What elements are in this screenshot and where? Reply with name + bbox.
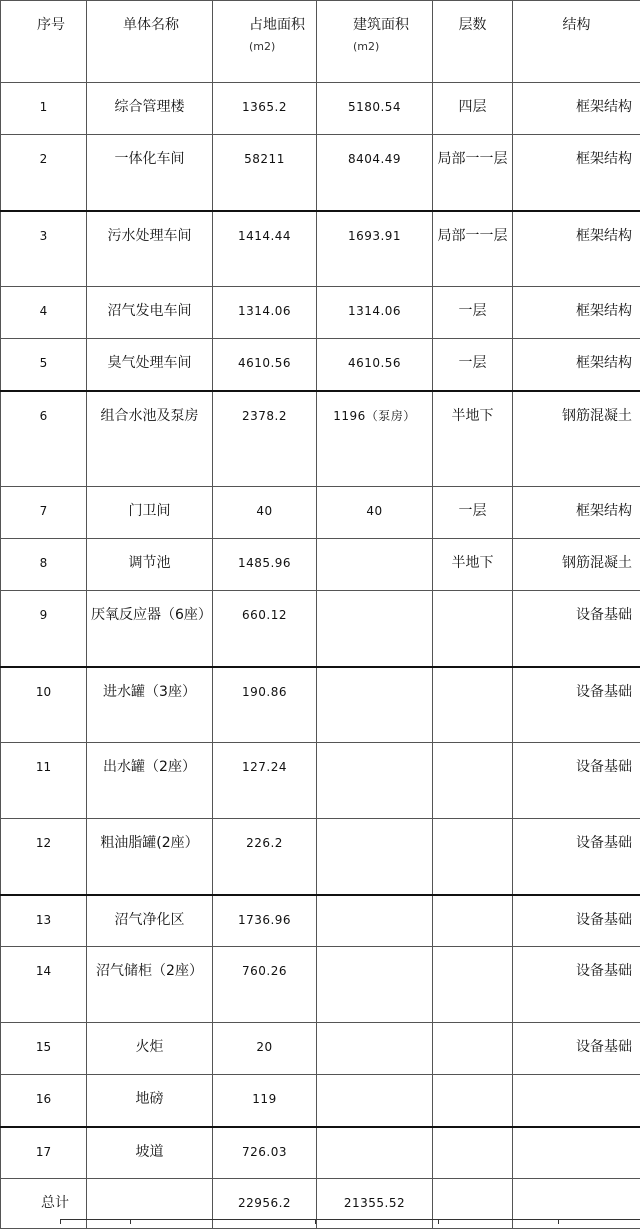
next-table-tick <box>558 1219 559 1224</box>
total-row <box>1 1179 640 1229</box>
row-name: 厌氧反应器（6座） <box>87 591 213 667</box>
row-floors <box>433 1127 513 1179</box>
row-structure: 设备基础 <box>513 895 640 947</box>
row-structure: 设备基础 <box>513 667 640 743</box>
row-footprint: 190.86 <box>213 667 317 743</box>
table-row <box>1 743 640 819</box>
row-building: 1693.91 <box>317 211 433 287</box>
row-building: 1196（泵房） <box>317 391 433 487</box>
row-floors: 半地下 <box>433 391 513 487</box>
row-structure: 框架结构 <box>513 487 640 539</box>
next-table-tick <box>315 1219 316 1224</box>
row-footprint: 119 <box>213 1075 317 1127</box>
row-number: 9 <box>1 591 87 667</box>
table-row <box>1 1023 640 1075</box>
row-floors <box>433 743 513 819</box>
row-building <box>317 947 433 1023</box>
row-footprint: 4610.56 <box>213 339 317 391</box>
row-footprint: 1365.2 <box>213 83 317 135</box>
table-row <box>1 819 640 895</box>
row-floors <box>433 1075 513 1127</box>
row-footprint: 1485.96 <box>213 539 317 591</box>
row-number: 11 <box>1 743 87 819</box>
row-footprint: 2378.2 <box>213 391 317 487</box>
row-number: 17 <box>1 1127 87 1179</box>
row-structure: 框架结构 <box>513 135 640 211</box>
row-number: 3 <box>1 211 87 287</box>
table-row <box>1 947 640 1023</box>
row-name: 地磅 <box>87 1075 213 1127</box>
row-number: 4 <box>1 287 87 339</box>
row-number: 2 <box>1 135 87 211</box>
row-number: 6 <box>1 391 87 487</box>
row-number: 1 <box>1 83 87 135</box>
header-building-label: 建筑面积 <box>353 17 409 33</box>
row-name: 综合管理楼 <box>87 83 213 135</box>
total-name-blank <box>87 1179 213 1229</box>
next-table-tick <box>130 1219 131 1224</box>
row-footprint: 20 <box>213 1023 317 1075</box>
row-footprint: 660.12 <box>213 591 317 667</box>
row-building: 1314.06 <box>317 287 433 339</box>
row-structure: 钢筋混凝土 <box>513 391 640 487</box>
row-building: 40 <box>317 487 433 539</box>
row-footprint: 726.03 <box>213 1127 317 1179</box>
row-building: 8404.49 <box>317 135 433 211</box>
row-building <box>317 895 433 947</box>
row-footprint: 760.26 <box>213 947 317 1023</box>
row-name: 粗油脂罐(2座） <box>87 819 213 895</box>
total-label: 总计 <box>1 1179 87 1229</box>
row-building <box>317 667 433 743</box>
row-name: 组合水池及泵房 <box>87 391 213 487</box>
header-footprint-label: 占地面积 <box>249 17 305 33</box>
row-floors <box>433 591 513 667</box>
row-floors: 半地下 <box>433 539 513 591</box>
row-name: 进水罐（3座） <box>87 667 213 743</box>
row-name: 出水罐（2座） <box>87 743 213 819</box>
row-building <box>317 539 433 591</box>
row-structure: 设备基础 <box>513 1023 640 1075</box>
row-floors: 局部一一层 <box>433 211 513 287</box>
total-footprint: 22956.2 <box>213 1179 317 1229</box>
row-floors <box>433 1023 513 1075</box>
row-structure: 钢筋混凝土 <box>513 539 640 591</box>
row-floors: 一层 <box>433 487 513 539</box>
row-building <box>317 1023 433 1075</box>
header-building-unit: (m2) <box>353 37 432 57</box>
table-row <box>1 339 640 391</box>
row-name: 一体化车间 <box>87 135 213 211</box>
row-building <box>317 1075 433 1127</box>
row-number: 7 <box>1 487 87 539</box>
row-number: 13 <box>1 895 87 947</box>
row-structure <box>513 1127 640 1179</box>
row-footprint: 226.2 <box>213 819 317 895</box>
header-footprint <box>213 1 317 83</box>
row-name: 调节池 <box>87 539 213 591</box>
header-structure: 结构 <box>513 1 640 83</box>
table-row <box>1 539 640 591</box>
row-footprint: 40 <box>213 487 317 539</box>
row-name: 污水处理车间 <box>87 211 213 287</box>
row-floors <box>433 667 513 743</box>
table-row <box>1 487 640 539</box>
header-name: 单体名称 <box>87 1 213 83</box>
row-floors: 一层 <box>433 339 513 391</box>
row-floors <box>433 819 513 895</box>
row-number: 10 <box>1 667 87 743</box>
next-table-tick <box>438 1219 439 1224</box>
row-building <box>317 1127 433 1179</box>
row-structure <box>513 1075 640 1127</box>
total-structure-blank <box>513 1179 640 1229</box>
next-table-top-rule <box>60 1219 640 1220</box>
table-row <box>1 667 640 743</box>
row-building: 4610.56 <box>317 339 433 391</box>
row-name: 门卫间 <box>87 487 213 539</box>
row-building: 5180.54 <box>317 83 433 135</box>
header-building <box>317 1 433 83</box>
row-structure: 框架结构 <box>513 83 640 135</box>
table-row <box>1 211 640 287</box>
row-building <box>317 819 433 895</box>
row-footprint: 1414.44 <box>213 211 317 287</box>
row-structure: 设备基础 <box>513 591 640 667</box>
row-name: 臭气处理车间 <box>87 339 213 391</box>
row-footprint: 1736.96 <box>213 895 317 947</box>
table-header-row <box>1 1 640 83</box>
row-structure: 设备基础 <box>513 819 640 895</box>
next-table-tick <box>60 1219 61 1224</box>
row-structure: 设备基础 <box>513 743 640 819</box>
row-number: 8 <box>1 539 87 591</box>
table-row <box>1 895 640 947</box>
table-row <box>1 287 640 339</box>
header-footprint-unit: (m2) <box>249 37 316 57</box>
header-no: 序号 <box>1 1 87 83</box>
row-building <box>317 743 433 819</box>
row-name: 沼气发电车间 <box>87 287 213 339</box>
row-footprint: 58211 <box>213 135 317 211</box>
total-building: 21355.52 <box>317 1179 433 1229</box>
header-floors: 层数 <box>433 1 513 83</box>
row-number: 15 <box>1 1023 87 1075</box>
row-name: 火炬 <box>87 1023 213 1075</box>
total-floors-blank <box>433 1179 513 1229</box>
row-name: 沼气净化区 <box>87 895 213 947</box>
row-building <box>317 591 433 667</box>
row-structure: 框架结构 <box>513 287 640 339</box>
row-floors: 一层 <box>433 287 513 339</box>
row-structure: 框架结构 <box>513 339 640 391</box>
row-footprint: 1314.06 <box>213 287 317 339</box>
row-floors: 局部一一层 <box>433 135 513 211</box>
table-row <box>1 591 640 667</box>
table-row <box>1 83 640 135</box>
row-floors <box>433 895 513 947</box>
row-structure: 设备基础 <box>513 947 640 1023</box>
table-row <box>1 135 640 211</box>
table-row <box>1 1127 640 1179</box>
row-floors <box>433 947 513 1023</box>
row-number: 5 <box>1 339 87 391</box>
row-number: 14 <box>1 947 87 1023</box>
row-number: 16 <box>1 1075 87 1127</box>
row-floors: 四层 <box>433 83 513 135</box>
row-name: 沼气储柜（2座） <box>87 947 213 1023</box>
row-footprint: 127.24 <box>213 743 317 819</box>
table-row <box>1 1075 640 1127</box>
table-row <box>1 391 640 487</box>
row-structure: 框架结构 <box>513 211 640 287</box>
row-number: 12 <box>1 819 87 895</box>
row-name: 坡道 <box>87 1127 213 1179</box>
